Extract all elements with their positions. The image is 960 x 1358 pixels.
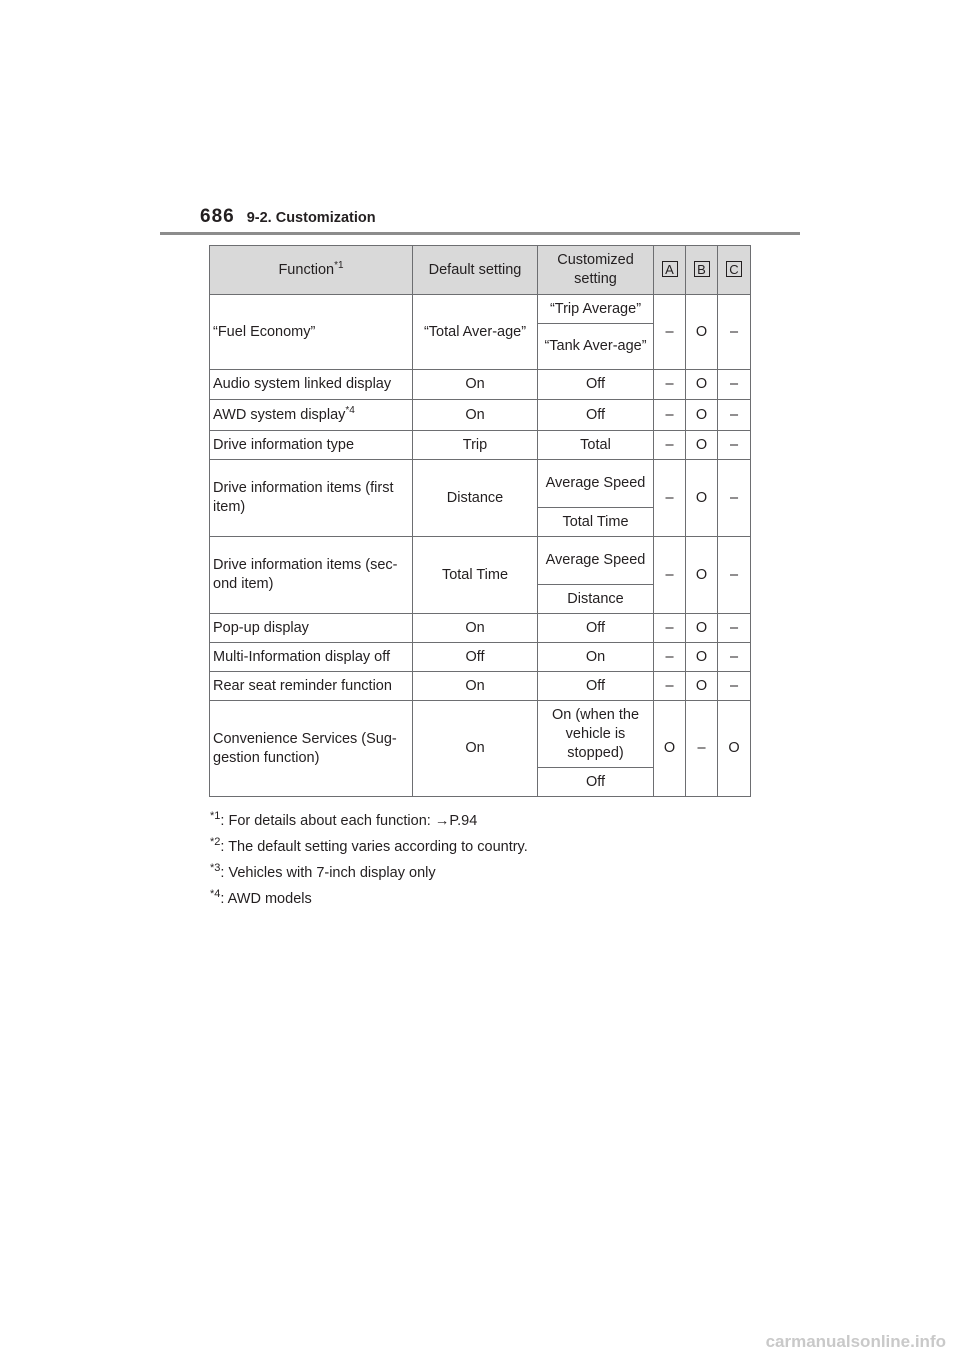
option-cell: Off	[538, 400, 654, 431]
option-cell: Total	[538, 431, 654, 460]
c-cell: –	[718, 672, 751, 701]
customization-table	[209, 245, 751, 797]
function-cell: Drive information items (sec-ond item)	[210, 537, 413, 614]
table-row	[210, 460, 751, 508]
table-row	[210, 643, 751, 672]
function-cell: Convenience Services (Sug-gestion function)	[210, 701, 413, 797]
page-number: 686	[200, 206, 235, 227]
default-cell: Total Time	[413, 537, 538, 614]
page-reference: P.94	[449, 813, 478, 829]
watermark: carmanualsonline.info	[765, 1332, 946, 1351]
a-cell: –	[654, 537, 686, 614]
b-cell: O	[686, 431, 718, 460]
option-cell: Average Speed	[538, 460, 654, 508]
b-cell: O	[686, 614, 718, 643]
default-cell: On	[413, 701, 538, 797]
a-cell: –	[654, 672, 686, 701]
c-cell: O	[718, 701, 751, 797]
table-row	[210, 701, 751, 768]
table-row	[210, 295, 751, 324]
default-cell: On	[413, 370, 538, 400]
c-cell: –	[718, 537, 751, 614]
option-cell: On (when the vehicle is stopped)	[538, 701, 654, 768]
function-cell: Drive information items (first item)	[210, 460, 413, 537]
b-cell: O	[686, 643, 718, 672]
a-cell: –	[654, 295, 686, 370]
option-cell: Off	[538, 370, 654, 400]
c-cell: –	[718, 431, 751, 460]
option-cell: On	[538, 643, 654, 672]
a-cell: –	[654, 431, 686, 460]
option-cell: Off	[538, 614, 654, 643]
footnote: $^{*2}$: The default setting varies according to country.	[210, 836, 528, 855]
option-cell: Total Time	[538, 508, 654, 537]
function-cell: Multi-Information display off	[210, 643, 413, 672]
table-row	[210, 614, 751, 643]
table-row	[210, 537, 751, 585]
a-cell: O	[654, 701, 686, 797]
a-cell: –	[654, 460, 686, 537]
c-cell: –	[718, 460, 751, 537]
header-a: A	[654, 246, 686, 295]
section-title: 9-2. Customization	[246, 210, 376, 226]
b-cell: O	[686, 672, 718, 701]
b-cell: O	[686, 295, 718, 370]
option-cell: Off	[538, 768, 654, 797]
b-cell: O	[686, 370, 718, 400]
b-cell: –	[686, 701, 718, 797]
a-cell: –	[654, 370, 686, 400]
footnote: $^{*4}$: AWD models	[210, 888, 312, 907]
default-cell: “Total Aver-age”	[413, 295, 538, 370]
default-cell: On	[413, 672, 538, 701]
c-cell: –	[718, 643, 751, 672]
footnotes	[210, 808, 528, 912]
option-cell: Distance	[538, 585, 654, 614]
header-b: B	[686, 246, 718, 295]
a-cell: –	[654, 643, 686, 672]
header-function: Function$^{*1}$	[210, 246, 413, 295]
b-cell: O	[686, 537, 718, 614]
c-cell: –	[718, 614, 751, 643]
function-cell: “Fuel Economy”	[210, 295, 413, 370]
default-cell: On	[413, 614, 538, 643]
table-header-row	[210, 246, 751, 295]
a-cell: –	[654, 614, 686, 643]
function-cell: Rear seat reminder function	[210, 672, 413, 701]
option-cell: Off	[538, 672, 654, 701]
function-cell: Drive information type	[210, 431, 413, 460]
function-cell: Pop-up display	[210, 614, 413, 643]
page-header	[200, 206, 376, 228]
b-cell: O	[686, 460, 718, 537]
table-row	[210, 400, 751, 431]
function-cell: AWD system display$^{*4}$	[210, 400, 413, 431]
default-cell: Distance	[413, 460, 538, 537]
header-default-setting: Default setting	[413, 246, 538, 295]
b-cell: O	[686, 400, 718, 431]
table-row	[210, 431, 751, 460]
header-customized-setting: Customized setting	[538, 246, 654, 295]
function-cell: Audio system linked display	[210, 370, 413, 400]
default-cell: Trip	[413, 431, 538, 460]
table-row	[210, 370, 751, 400]
default-cell: Off	[413, 643, 538, 672]
a-cell: –	[654, 400, 686, 431]
footnote: $^{*1}$: For details about each function: →P.94	[210, 810, 478, 829]
c-cell: –	[718, 295, 751, 370]
option-cell: “Trip Average”	[538, 295, 654, 324]
option-cell: Average Speed	[538, 537, 654, 585]
header-rule	[160, 232, 800, 235]
arrow-right-icon: →	[434, 813, 450, 829]
default-cell: On	[413, 400, 538, 431]
c-cell: –	[718, 370, 751, 400]
header-c: C	[718, 246, 751, 295]
option-cell: “Tank Aver-age”	[538, 324, 654, 370]
c-cell: –	[718, 400, 751, 431]
footnote: $^{*3}$: Vehicles with 7-inch display only	[210, 862, 436, 881]
table-row	[210, 672, 751, 701]
